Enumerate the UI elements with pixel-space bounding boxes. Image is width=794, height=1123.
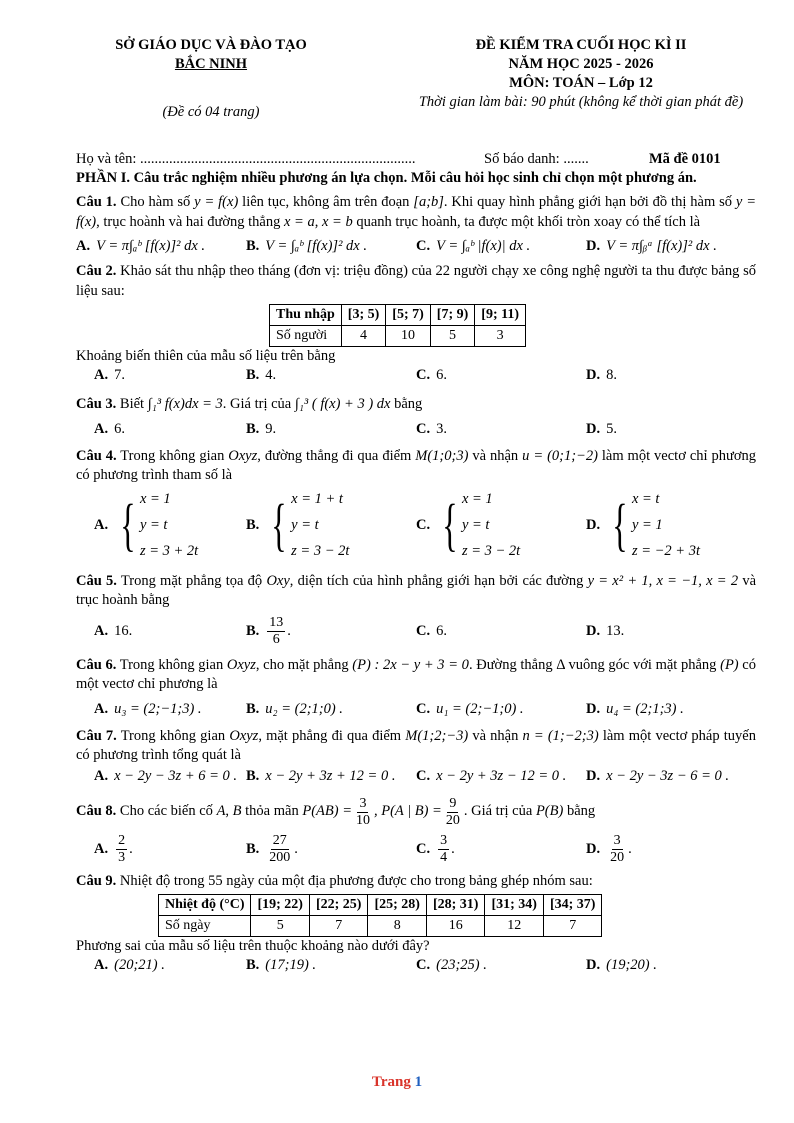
option-text: 13.: [606, 623, 625, 639]
question-6-options: [76, 699, 756, 719]
exam-code: Mã đề 0101: [649, 151, 721, 167]
math: P(AB) =: [302, 803, 352, 820]
header-right: [366, 36, 794, 112]
equation: y = t: [461, 516, 490, 533]
option-a[interactable]: [76, 766, 246, 786]
student-id-field[interactable]: Số báo danh: .......: [484, 151, 589, 167]
exam-title: ĐỀ KIỂM TRA CUỐI HỌC KÌ II: [475, 37, 687, 53]
option-label: D.: [586, 700, 601, 717]
table-cell: 12: [485, 916, 544, 937]
math: Oxy: [266, 572, 290, 589]
text: bằng: [390, 396, 423, 412]
fraction: [354, 796, 372, 829]
option-b[interactable]: [246, 486, 416, 564]
option-d[interactable]: [586, 236, 756, 256]
denominator: 20: [610, 849, 625, 865]
option-b[interactable]: [246, 766, 416, 786]
table-cell: Nhiệt độ (°C): [159, 895, 251, 916]
option-text: V = π∫ₐᵇ [f(x)]² dx .: [96, 238, 206, 254]
option-c[interactable]: [416, 699, 586, 719]
page-count-note: (Đề có 04 trang): [162, 104, 260, 120]
table-cell: [28; 31): [426, 895, 485, 916]
fraction: [267, 833, 292, 866]
math: M(1;0;3): [415, 447, 469, 464]
denominator: 20: [445, 812, 460, 828]
question-number: Câu 2.: [76, 263, 117, 279]
option-d[interactable]: [586, 699, 756, 719]
table-cell: 7: [309, 916, 368, 937]
question-8-options: [76, 833, 756, 866]
math: u = (0;1;−2): [522, 447, 598, 464]
temperature-table: [158, 894, 602, 937]
denominator: 6: [272, 631, 280, 647]
text: thỏa mãn: [241, 803, 303, 820]
math: ∫₁³ ( f(x) + 3 ) dx: [294, 396, 391, 412]
option-label: D.: [586, 420, 601, 437]
option-label: C.: [416, 367, 431, 383]
option-text: u₄ = (2;1;3) .: [606, 700, 684, 717]
text: Trong mặt phẳng tọa độ: [116, 572, 267, 589]
denominator: 3: [118, 849, 126, 865]
equation: z = −2 + 3t: [631, 542, 700, 559]
math: [a;b]: [413, 194, 444, 210]
math: x = a: [284, 213, 315, 230]
option-d[interactable]: [586, 955, 756, 975]
table-cell: 3: [475, 326, 526, 347]
option-text: u₃ = (2;−1;3) .: [114, 700, 202, 717]
question-4-options: [76, 486, 756, 564]
equation-system: [436, 486, 520, 564]
table-row: [159, 916, 602, 937]
question-number: Câu 3.: [76, 396, 117, 412]
option-label: B.: [246, 367, 260, 383]
option-text: x − 2y − 3z + 6 = 0 .: [114, 767, 238, 784]
option-text: 7.: [114, 367, 125, 383]
option-b[interactable]: [246, 236, 416, 256]
option-d[interactable]: [586, 621, 756, 641]
brace-icon: {: [120, 491, 136, 557]
question-9-prompt: Phương sai của mẫu số liệu trên thuộc khoảng nào dưới đây?: [76, 938, 430, 954]
denominator: 4: [440, 849, 448, 865]
math: , P(A | B) =: [373, 803, 442, 820]
numerator: 3: [613, 832, 621, 848]
denominator: 10: [355, 812, 370, 828]
text: có một vectơ chỉ phương là: [76, 656, 756, 692]
option-label: C.: [416, 516, 431, 533]
question-9: [76, 872, 756, 892]
table-cell: Thu nhập: [270, 305, 342, 326]
text: quanh trục hoành, ta được một khối tròn xoay có thể tích là: [352, 213, 701, 230]
numerator: 3: [440, 832, 448, 848]
table-cell: Số ngày: [159, 916, 251, 937]
option-label: C.: [416, 957, 431, 973]
table-cell: [19; 22): [251, 895, 310, 916]
option-text: 6.: [436, 623, 447, 639]
text: ,: [314, 213, 322, 230]
question-6: [76, 656, 756, 695]
question-2-prompt: Khoảng biến thiên của mẫu số liệu trên bằng: [76, 348, 336, 364]
option-text: x − 2y − 3z − 6 = 0 .: [606, 767, 730, 784]
option-text: 9.: [265, 420, 277, 437]
option-label: D.: [586, 367, 601, 383]
numerator: 13: [269, 614, 284, 630]
fraction: [444, 796, 462, 829]
option-c[interactable]: [416, 365, 586, 385]
text: Trong không gian: [116, 447, 229, 464]
text: làm một vectơ chỉ phương có phương trình tham số là: [76, 447, 757, 483]
option-text: 6.: [436, 367, 447, 383]
math: (P) : 2x − y + 3 = 0: [352, 656, 469, 673]
table-cell: Số người: [270, 326, 342, 347]
option-label: D.: [586, 841, 601, 857]
option-text: 16.: [114, 623, 133, 639]
fraction: [267, 615, 285, 648]
option-b[interactable]: [246, 365, 416, 385]
table-cell: 5: [430, 326, 475, 347]
part-1-heading: PHẦN I. Câu trắc nghiệm nhiều phương án lựa chọn. Mỗi câu hỏi học sinh chỉ chọn một phương án.: [76, 170, 697, 186]
option-label: C.: [416, 623, 431, 639]
text: . Giá trị của: [222, 396, 295, 412]
option-a[interactable]: A. $\frac{2}{3}$ .: [94, 832, 133, 865]
equation-system: [606, 486, 700, 564]
table-row: [159, 895, 602, 916]
math: Oxyz: [226, 656, 256, 673]
option-b[interactable]: [246, 699, 416, 719]
numerator: 27: [272, 832, 287, 848]
option-label: C.: [416, 420, 431, 437]
student-name-field[interactable]: Họ và tên: ............................................................................: [76, 151, 416, 167]
equation: z = 3 + 2t: [139, 542, 199, 559]
text: , cho mặt phẳng: [255, 656, 353, 673]
math: B: [232, 803, 242, 820]
denominator: 200: [269, 849, 291, 865]
option-label: B.: [246, 623, 260, 639]
option-text: (20;21) .: [114, 957, 165, 973]
table-cell: 5: [251, 916, 310, 937]
option-text: 8.: [606, 367, 617, 383]
option-text: V = π∫ᵦᵃ [f(x)]² dx .: [606, 238, 717, 254]
math: Oxyz: [228, 447, 258, 464]
option-label: A.: [94, 700, 109, 717]
equation: y = t: [291, 516, 319, 533]
option-text: x − 2y + 3z + 12 = 0 .: [265, 767, 396, 784]
income-table: [269, 304, 526, 347]
math: (P): [720, 656, 739, 673]
question-7-options: [76, 766, 756, 786]
option-label: B.: [246, 767, 260, 784]
option-a[interactable]: [76, 621, 246, 641]
option-c[interactable]: [416, 236, 586, 256]
numerator: 2: [118, 832, 126, 848]
question-5: [76, 572, 756, 611]
table-row: [270, 305, 526, 326]
option-label: D.: [586, 516, 601, 533]
text: Cho các biến cố: [116, 803, 217, 820]
option-label: A.: [94, 957, 109, 973]
option-label: B.: [246, 957, 260, 973]
option-label: B.: [246, 841, 260, 857]
footer-label: Trang: [371, 1074, 411, 1090]
option-label: D.: [586, 767, 601, 784]
question-number: Câu 8.: [76, 803, 117, 820]
option-label: A.: [76, 238, 91, 254]
table-cell: [31; 34): [485, 895, 544, 916]
option-a[interactable]: [76, 236, 246, 256]
table-cell: 16: [426, 916, 485, 937]
option-label: A.: [94, 767, 109, 784]
text: liên tục, không âm trên đoạn: [238, 194, 414, 210]
question-1: [76, 193, 756, 232]
option-c[interactable]: C. $\frac{3}{4}$ .: [416, 832, 455, 865]
math: y = x² + 1, x = −1,: [587, 572, 702, 589]
equation: z = 3 − 2t: [291, 542, 350, 559]
option-label: C.: [416, 700, 431, 717]
question-number: Câu 5.: [76, 572, 117, 589]
text: Trong không gian: [116, 727, 230, 744]
math: P(B): [535, 803, 564, 820]
question-2: [76, 262, 756, 301]
table-cell: 7: [543, 916, 602, 937]
math: ∫₁³ f(x)dx = 3: [147, 396, 223, 412]
text: và trục hoành bằng: [76, 572, 757, 608]
option-text: x − 2y + 3z − 12 = 0 .: [436, 767, 567, 784]
option-b[interactable]: [246, 955, 416, 975]
text: , mặt phẳng đi qua điểm: [258, 727, 406, 744]
option-label: A.: [94, 367, 109, 383]
text: Biết: [116, 396, 148, 412]
equation: x = t: [631, 490, 660, 507]
school-year: NĂM HỌC 2025 - 2026: [508, 56, 654, 72]
table-row: [270, 326, 526, 347]
option-label: D.: [586, 623, 601, 639]
question-9-options: [76, 955, 756, 975]
option-a[interactable]: [76, 955, 246, 975]
time-limit: Thời gian làm bài: 90 phút (không kể thời gian phát đề): [418, 94, 744, 110]
text: . Giá trị của: [463, 803, 536, 820]
text: Trong không gian: [116, 656, 227, 673]
question-7: [76, 727, 756, 766]
table-cell: [9; 11): [475, 305, 526, 326]
student-info: [76, 150, 756, 168]
equation-system: [265, 486, 349, 564]
question-4: [76, 447, 756, 486]
text: ,: [225, 803, 233, 820]
option-d[interactable]: [586, 365, 756, 385]
option-text: 4.: [265, 367, 277, 383]
text: . Khi quay hình phẳng giới hạn bởi đồ thị hàm số: [443, 194, 736, 210]
text: Cho hàm số: [116, 194, 195, 210]
option-label: B.: [246, 420, 260, 437]
option-label: D.: [586, 957, 601, 973]
option-a[interactable]: [76, 365, 246, 385]
option-c[interactable]: [416, 766, 586, 786]
table-cell: [25; 28): [368, 895, 427, 916]
option-label: A.: [94, 841, 109, 857]
text: Khảo sát thu nhập theo tháng (đơn vị: triệu đồng) của 22 người chạy xe công nghệ người ta thu được bảng số liệu sau:: [76, 263, 756, 299]
option-a[interactable]: [76, 699, 246, 719]
option-label: D.: [586, 238, 601, 254]
option-a[interactable]: [76, 486, 246, 564]
option-label: C.: [416, 767, 431, 784]
math: A: [216, 803, 226, 820]
table-cell: [3; 5): [341, 305, 386, 326]
option-c[interactable]: [416, 486, 586, 564]
question-1-options: [76, 236, 756, 256]
option-a[interactable]: [76, 419, 246, 439]
page-footer: [0, 1074, 794, 1091]
department-name: SỞ GIÁO DỤC VÀ ĐÀO TẠO: [115, 37, 307, 53]
text: và nhận: [468, 727, 523, 744]
math: n = (1;−2;3): [522, 727, 599, 744]
option-d[interactable]: [586, 419, 756, 439]
option-text: V = ∫ₐᵇ |f(x)| dx .: [436, 238, 531, 254]
question-number: Câu 6.: [76, 656, 117, 673]
question-3-options: [76, 419, 756, 439]
province-name: BẮC NINH: [174, 56, 248, 72]
question-number: Câu 1.: [76, 194, 117, 210]
math: y = f(x): [194, 194, 239, 210]
table-cell: [5; 7): [386, 305, 431, 326]
table-cell: [34; 37): [543, 895, 602, 916]
math: M(1;2;−3): [405, 727, 469, 744]
text: . Đường thẳng Δ vuông góc với mặt phẳng: [468, 656, 721, 673]
equation: y = t: [139, 516, 168, 533]
option-label: B.: [246, 238, 260, 254]
option-label: A.: [94, 420, 109, 437]
option-label: A.: [94, 516, 109, 533]
option-text: 5.: [606, 420, 617, 437]
option-b[interactable]: B. $\frac{13}{6}$ .: [246, 614, 291, 647]
option-text: (17;19) .: [265, 957, 317, 973]
option-text: u₂ = (2;1;0) .: [265, 700, 343, 717]
option-d[interactable]: [586, 486, 756, 564]
option-text: 3.: [436, 420, 447, 437]
math: x = b: [321, 213, 353, 230]
table-cell: 10: [386, 326, 431, 347]
fraction: [608, 833, 626, 866]
math: y = f(x): [76, 194, 757, 230]
table-cell: 8: [368, 916, 427, 937]
exam-page: [76, 36, 756, 975]
page-number: 1: [414, 1074, 423, 1090]
option-label: B.: [246, 700, 260, 717]
equation: y = 1: [631, 516, 663, 533]
math: Oxyz: [229, 727, 259, 744]
option-label: C.: [416, 238, 431, 254]
question-8: [76, 796, 756, 829]
fraction: [438, 833, 449, 866]
brace-icon: {: [442, 491, 458, 557]
option-label: C.: [416, 841, 431, 857]
brace-icon: {: [612, 491, 628, 557]
option-c[interactable]: [416, 419, 586, 439]
option-c[interactable]: [416, 621, 586, 641]
text: và nhận: [468, 447, 523, 464]
option-d[interactable]: D. $\frac{3}{20}$ .: [586, 832, 632, 865]
option-b[interactable]: [246, 419, 416, 439]
question-number: Câu 4.: [76, 447, 117, 464]
text: Nhiệt độ trong 55 ngày của một địa phương được cho trong bảng ghép nhóm sau:: [116, 872, 593, 889]
option-text: 6.: [114, 420, 125, 437]
option-d[interactable]: [586, 766, 756, 786]
question-number: Câu 7.: [76, 727, 117, 744]
question-3: [76, 395, 756, 415]
table-cell: 4: [341, 326, 386, 347]
table-cell: [7; 9): [430, 305, 475, 326]
numerator: 9: [449, 795, 457, 811]
subject: MÔN: TOÁN – Lớp 12: [509, 75, 653, 91]
text: , đường thẳng đi qua điểm: [257, 447, 416, 464]
option-text: u₁ = (2;−1;0) .: [436, 700, 524, 717]
option-b[interactable]: B. $\frac{27}{200}$ .: [246, 832, 298, 865]
text: làm một vectơ pháp tuyến có phương trình tổng quát là: [76, 727, 756, 763]
equation: x = 1: [139, 490, 171, 507]
equation: z = 3 − 2t: [461, 542, 521, 559]
question-number: Câu 9.: [76, 872, 117, 889]
equation-system: [114, 486, 198, 564]
fraction: [116, 833, 127, 866]
option-text: (19;20) .: [606, 957, 657, 973]
numerator: 3: [359, 795, 367, 811]
text: bằng: [563, 803, 596, 820]
option-text: V = ∫ₐᵇ [f(x)]² dx .: [265, 238, 367, 254]
text: , diện tích của hình phẳng giới hạn bởi các đường: [289, 572, 588, 589]
brace-icon: {: [271, 491, 287, 557]
option-label: B.: [246, 516, 260, 533]
text: , trục hoành và hai đường thẳng: [96, 213, 284, 230]
question-2-options: [76, 365, 756, 385]
table-cell: [22; 25): [309, 895, 368, 916]
equation: x = 1 + t: [291, 490, 343, 507]
exam-header: [76, 36, 756, 136]
question-5-options: [76, 615, 756, 648]
header-left: [76, 36, 346, 122]
math: x = 2: [706, 572, 739, 589]
equation: x = 1: [461, 490, 493, 507]
option-label: A.: [94, 623, 109, 639]
option-text: (23;25) .: [436, 957, 487, 973]
option-c[interactable]: [416, 955, 586, 975]
